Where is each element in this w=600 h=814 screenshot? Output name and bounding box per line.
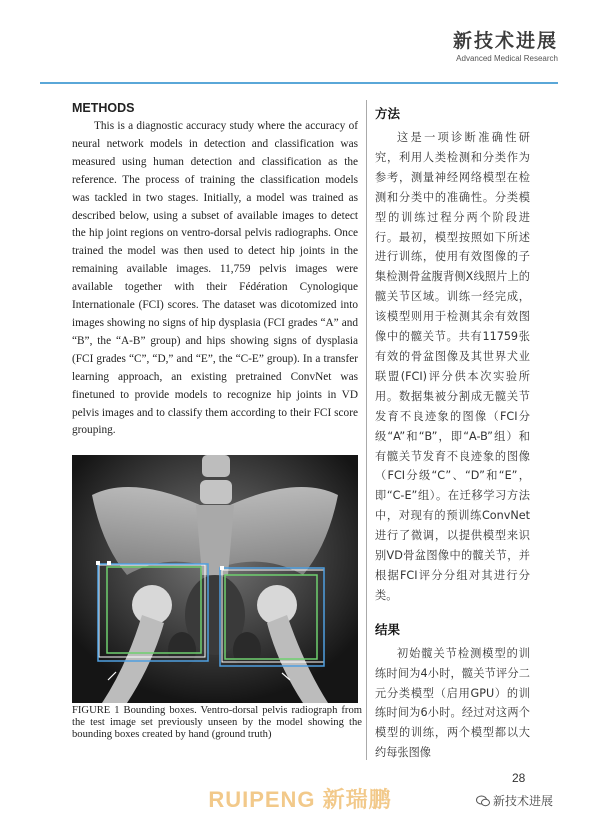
methods-heading-en: METHODS xyxy=(72,101,135,115)
pelvis-radiograph xyxy=(72,455,358,703)
methods-paragraph-cn: 这是一项诊断准确性研究，利用人类检测和分类作为参考，测量神经网络模型在检测和分类中的准确性。分类模型的训练过程分两个阶段进行。最初，模型按照如下所述进行训练，使用有效图像的子集检测骨盆腹背侧X线照片上的髋关节区域。训练一经完成，该模型则用于检测其余有效图像中的髋关节。共有11759张有效的骨盆图像及其世界犬业联盟(FCI)评分供本次实验所用。数据集被分割成无髋关节发育不良迹象的图像（FCI分级“A”和“B”，即“A-B”组）和有髋关节发育不良迹象的图像（FCI分级“C”、“D”和“E”，即“C-E”组）。在迁移学习方法中，对现有的预训练ConvNet进行了微调，以提供模型来识别VD骨盆图像中的髋关节，并根据FCI评分分组对其进行分类。 xyxy=(375,131,530,602)
wechat-watermark xyxy=(476,792,553,809)
column-divider xyxy=(366,100,367,760)
footer-brand-logo: RUIPENG 新瑞鹏 xyxy=(208,787,392,812)
journal-title: 新技术进展 xyxy=(452,30,558,52)
english-column xyxy=(72,101,358,440)
results-heading-cn: 结果 xyxy=(375,621,401,637)
methods-heading-cn: 方法 xyxy=(375,106,401,121)
header-divider xyxy=(40,82,558,84)
journal-subtitle: Advanced Medical Research xyxy=(456,54,558,63)
results-paragraph-cn: 初始髋关节检测模型的训练时间为4小时，髋关节评分二元分类模型（启用GPU）的训练时间为6小时。经过对这两个模型的训练，两个模型都以大约每张图像 xyxy=(375,646,530,760)
wechat-icon xyxy=(476,795,490,807)
page-header xyxy=(453,26,558,63)
radiograph-image xyxy=(72,455,358,703)
page-number: 28 xyxy=(512,771,526,785)
wechat-account-name: 新技术进展 xyxy=(493,794,554,808)
chinese-column xyxy=(375,104,530,763)
methods-paragraph-en: This is a diagnostic accuracy study where the accuracy of neural network models in detection and classification was measured using human detection and classification as the reference. The process of training the classification models was tackled in two stages. Initially, a model was trained as described below, using a subset of available images to detect the hip joint regions on ventro-dorsal pelvis radiographs. Once trained the model was then used to detect hip joints in the remaining available images. 11,759 pelvis images were available together with their Fédération Cynologique Internationale (FCI) scores. The dataset was dicotomized into images showing no signs of hip dysplasia (FCI grades “A” and “B”, the “A-B” group) and hips showing signs of dysplasia (FCI grades “C”, “D,” and “E”, the “C-E” group). In a transfer learning approach, an existing pretrained ConvNet was finetuned to provide models to recognize hip joints in VD pelvis images and to classify them according to their FCI score grouping. xyxy=(72,120,358,437)
figure-caption: FIGURE 1 Bounding boxes. Ventro-dorsal pelvis radiograph from the test image set previously unseen by the model showing the bounding boxes created by hand (ground truth) xyxy=(72,705,362,740)
